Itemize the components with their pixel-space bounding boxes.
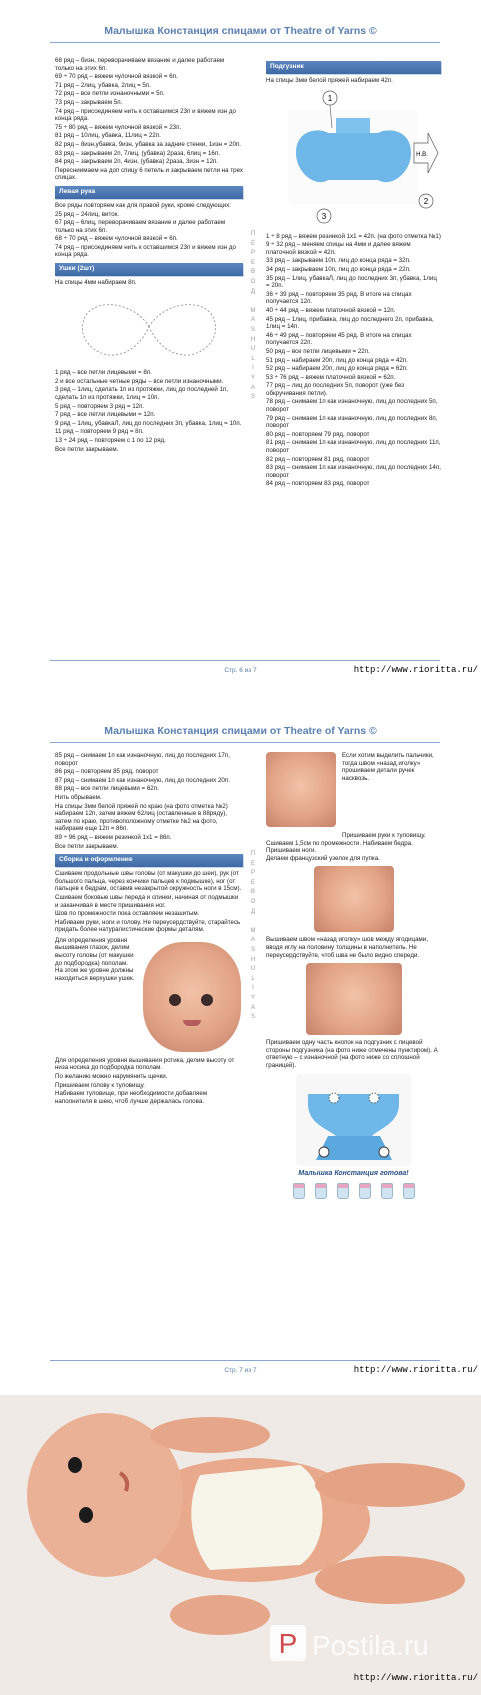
pattern-row: 74 ряд – присоединяем нить к оставшимся 23п и вяжем изн до конца ряда.	[55, 107, 236, 123]
pattern-row: 78 ряд – снимаем 1п как изнаночную, лиц до последних 5п, поворот	[266, 398, 438, 414]
pattern-row: 88 ряд – все петли лицевыми = 62п.	[55, 785, 159, 793]
fingers-text: Если хотим выделить пальчики, тогда швом «назад иголку» прошиваем детали ручек насквозь.	[342, 752, 434, 782]
page-title: Малышка Констанция спицами от Theatre of Yarns ©	[104, 25, 377, 37]
pattern-row: 68 ÷ 70 ряд – вяжем чулочной вязкой = 6п.	[55, 235, 178, 243]
right-column	[266, 57, 441, 489]
assembly-step: Шов по промежности пока оставляем незашитым.	[55, 910, 200, 918]
pattern-row: 87 ряд – снимаем 1п как изнаночную, лиц до последних 20п.	[55, 776, 230, 784]
pattern-row: 53 ÷ 76 ряд – вяжем платочной вязкой = 62п.	[266, 373, 396, 381]
section-header-ears: Ушки (2шт)	[55, 263, 243, 276]
pattern-row: 33 ряд – закрываем 10п, лиц до конца ряда = 32п.	[266, 257, 411, 265]
footer-rule	[50, 1360, 440, 1361]
svg-text:3: 3	[321, 211, 327, 221]
right-column	[266, 752, 441, 1202]
assembly-step: Сшиваем боковые швы переда и спинки, начиная от подмышки и заканчивая в месте пришивания ног.	[55, 893, 239, 909]
pattern-row: 40 ÷ 44 ряд – вяжем платочной вязкой = 12п.	[266, 306, 396, 314]
pattern-row: 79 ряд – снимаем 1п как изнаночную, лиц до последних 8п, поворот	[266, 414, 438, 430]
pattern-row: 25 ряд – 24лиц, виток.	[55, 210, 120, 218]
eyes-instructions: Для определения уровня вышивания глазок, делим высоту головы (от макушки до подбородка) пополам. На этом же уровне должны находиться верхушки ушек.	[55, 936, 135, 982]
pattern-row: Пересниимаем на доп спицу 6 петель и закрываем петли на трех спицах.	[55, 166, 244, 182]
crotch-text: Сшиваем 1,5см по промежности. Набиваем бедра.	[266, 839, 413, 847]
snaps-text: Пришиваем одну часть кнопок на подгузник с лицевой стороны подгузника (на фото ниже отмечены пунктиром). А ответную – с изнаночной (на фото ниже со сплошной границей).	[266, 1039, 438, 1069]
ears-intro: На спицы 4мм набираем 8п.	[55, 279, 137, 287]
ear-shape-diagram	[55, 287, 243, 367]
title-rule	[50, 742, 440, 743]
assembly-step: По желанию можно нарумянить щечки.	[55, 1073, 168, 1081]
pattern-row: 2 и все остальные четные ряды – все петли изнаночными.	[55, 377, 224, 385]
pattern-row: 11 ряд – повторяем 9 ряд = 8п.	[55, 428, 144, 436]
section-header-left-arm: Левая рука	[55, 186, 243, 199]
pattern-row: 9 ÷ 32 ряд – меняем спицы на 4мм и далее вяжем платочной вязкой = 42п.	[266, 241, 411, 256]
pattern-row: 82 ряд – повторяем 81 ряд, поворот	[266, 455, 370, 463]
buttocks-photo	[306, 963, 402, 1035]
left-column	[55, 57, 243, 454]
pattern-row: 89 ÷ 96 ряд – вяжем резинкой 1х1 = 86п.	[55, 833, 172, 841]
assembly-step: Для определения уровня вышивания ротика, делим высоту от низа носика до подбородка пополам.	[55, 1056, 235, 1072]
svg-text:2: 2	[423, 196, 429, 206]
pattern-row: 36 ÷ 39 ряд – повторяем 35 ряд. В итоге на спицах получается 12п.	[266, 290, 412, 306]
pattern-row: 77 ряд – лиц до последних 5п, поворот (уже без обкручивания петли).	[266, 382, 405, 397]
site-url-label: http://www.rioritta.ru/	[353, 665, 478, 675]
pattern-row: На спицы 3мм белой пряжей по краю (на фото отметка №2) набираем 12п, затем вяжем 62лиц (оставленные в 88ряду), затем по краю, противоположному отметке №2 на фото, набираем еще 12п = 86п.	[55, 802, 228, 833]
pattern-row: 51 ряд – набираем 20п, лиц до конца ряда = 42п.	[266, 356, 408, 364]
pattern-row: 7 ряд – все петли лицевыми = 12п.	[55, 411, 156, 419]
diaper-snaps-photo	[266, 1074, 441, 1166]
pattern-row: 74 ряд – присоединяем нить к оставшимся 23п и вяжем изн до конца ряда.	[55, 243, 236, 259]
svg-text:Н.В.: Н.В.	[416, 151, 428, 158]
hand-photo	[266, 752, 336, 827]
page-number: Стр. 7 из 7	[224, 1367, 257, 1374]
page-7	[0, 700, 481, 1390]
pattern-row: Нить обрываем.	[55, 793, 102, 801]
page-number: Стр. 6 из 7	[224, 667, 257, 674]
sew-arms-text: Пришиваем руки к туловищу.	[342, 832, 426, 839]
pattern-row: 1 ряд – все петли лицевыми = 8п.	[55, 369, 152, 377]
pattern-row: 35 ряд – 1лиц, убавкаЛ, лиц до последних 3п, убавка, 1лиц = 20п.	[266, 274, 437, 290]
diaper-intro: На спицы 3мм белой пряжей набираем 42п.	[266, 77, 393, 84]
pattern-row: 82 ряд – 8изн,убавка, 9изн, убавка за задние стенки, 1изн = 20п.	[55, 140, 241, 148]
pattern-row: 13 ÷ 24 ряд – повторяем с 1 по 12 ряд.	[55, 437, 166, 444]
pattern-row: 69 ÷ 70 ряд – вяжем чулочной вязкой = 6п.	[55, 73, 178, 81]
vertical-translation-credit: П Е Р Е В О Д M A S H U L I Y A S	[250, 851, 256, 1021]
watermark-text: Postila.ru	[312, 1630, 429, 1661]
backstitch-text: Вышиваем швом «назад иголку» шов между ягодицами, вводя иглу на половину толщины в наполнитель. Не переусердствуйте, чтоб шва не было видно спереди.	[266, 936, 428, 959]
eyes-block	[55, 937, 243, 1057]
sew-legs-text: Пришиваем ноги.	[266, 847, 317, 855]
pattern-row: 73 ряд – закрываем 5п.	[55, 98, 123, 106]
assembly-step: Набиваем руки, ноги и голову. Не переусердствуйте, старайтесь придать более натуралистические формы деталям.	[55, 918, 241, 934]
pattern-row: 83 ряд – снимаем 1п как изнаночную, лиц до последних 14п, поворот	[266, 464, 441, 479]
pattern-row: 46 ÷ 49 ряд – повторяем 45 ряд. В итоге на спицах получается 22п.	[266, 331, 412, 347]
pattern-row: 81 ряд – снимаем 1п как изнаночную, лиц до последних 11п, поворот	[266, 439, 441, 455]
assembly-step: Набиваем туловище, при необходимости добавляем наполнителя в шею, чтоб лучше держалась голова.	[55, 1090, 208, 1105]
diaper-photo	[266, 88, 441, 230]
site-url-label: http://www.rioritta.ru/	[353, 1365, 478, 1375]
page-title: Малышка Констанция спицами от Theatre of Yarns ©	[104, 725, 377, 737]
pattern-row: 68 ряд – бизн, переворачиваем вязание и далее работаем только на этих 6п.	[55, 57, 225, 72]
pattern-row: 34 ряд – закрываем 10п, лиц до конца ряда = 22п.	[266, 265, 411, 273]
section-header-assembly: Сборка и оформление	[55, 854, 243, 867]
finished-doll-photo	[0, 1395, 481, 1695]
assembly-step: Сшиваем продольные швы головы (от макушки до шеи), рук (от большого пальца, через кончики пальцев к подмышке), ног (от пальцев к бедрам, оставив незакрытой окружность ноги в 15см).	[55, 870, 242, 893]
pattern-row: 84 ряд – повторяем 83 ряд, поворот	[266, 480, 370, 488]
baby-bottles-decoration	[266, 1183, 441, 1202]
pattern-row: 84 ряд – закрываем 2п, 4изн, (убавка) 2раза, 3изн = 12п.	[55, 158, 219, 166]
pattern-row: 83 ряд – закрываем 2п, 7лиц, (убавка) 2раза, 6лиц = 16п.	[55, 149, 220, 157]
pattern-row: 72 ряд – все петли изнаночными = 5п.	[55, 90, 165, 98]
section-header-diaper: Подгузник	[266, 61, 441, 74]
pattern-row: 75 ÷ 80 ряд – вяжем чулочной вязкой = 23п.	[55, 123, 182, 131]
page-6	[0, 0, 481, 690]
pattern-row: 45 ряд – 1лиц, прибавка, лиц до последнего 2п, прибавка, 1лиц = 14п.	[266, 315, 434, 331]
assembly-step: Пришиваем голову к туловищу.	[55, 1081, 145, 1089]
pattern-row: 67 ряд – 6лиц, переворачиваем вязание и далее работаем только на этих 6п.	[55, 219, 226, 234]
svg-text:P: P	[278, 1628, 298, 1659]
pattern-row: 81 ряд – 10лиц, убавка, 11лиц = 22п.	[55, 132, 161, 140]
pattern-row: 80 ряд – повторяем 79 ряд, поворот	[266, 430, 370, 438]
pattern-row: 86 ряд – повторяем 85 ряд, поворот	[55, 768, 159, 776]
pattern-row: 85 ряд – снимаем 1п как изнаночную, лиц до последних 17п, поворот	[55, 752, 230, 767]
done-text: Малышка Констанция готова!	[298, 1169, 409, 1177]
pattern-row: 9 ряд – 1лиц, убавкаЛ, лиц до последних 3п, убавка, 1лиц = 10п.	[55, 419, 242, 427]
site-url-label: http://www.rioritta.ru/	[353, 1673, 478, 1683]
pattern-row: 5 ряд – повторяем 3 ряд = 12п.	[55, 402, 145, 410]
pattern-row: 1 ÷ 8 ряд – вяжем резинкой 1х1 = 42п. (на фото отметка №1)	[266, 232, 441, 240]
title-rule	[50, 42, 440, 43]
pattern-row: 71 ряд – 2лиц, убавка, 2лиц = 5п.	[55, 81, 151, 89]
svg-text:1: 1	[327, 93, 333, 103]
doll-head-photo	[143, 942, 241, 1052]
navel-photo	[314, 866, 394, 932]
pattern-row: 52 ряд – набираем 20п, лиц до конца ряда = 62п.	[266, 365, 408, 373]
vertical-translation-credit: П Е Р Е В О Д M A S H U L I Y A S	[250, 231, 256, 401]
pattern-row: Все петли закрываем.	[55, 445, 119, 453]
pattern-row: 3 ряд – 1лиц, сделать 1п из протяжки, лиц до последней 1п, сделать 1п из протяжки, 1лиц = 10п.	[55, 386, 229, 402]
pattern-row: 50 ряд – все петли лицевыми = 22п.	[266, 347, 370, 355]
pattern-row: Все ряды повторяем как для правой руки, кроме следующих:	[55, 201, 232, 209]
pattern-row: Все петли закрываем.	[55, 842, 119, 850]
left-column	[55, 752, 243, 1106]
footer-rule	[50, 660, 440, 661]
navel-text: Делаем французский узелок для пупка.	[266, 854, 380, 862]
